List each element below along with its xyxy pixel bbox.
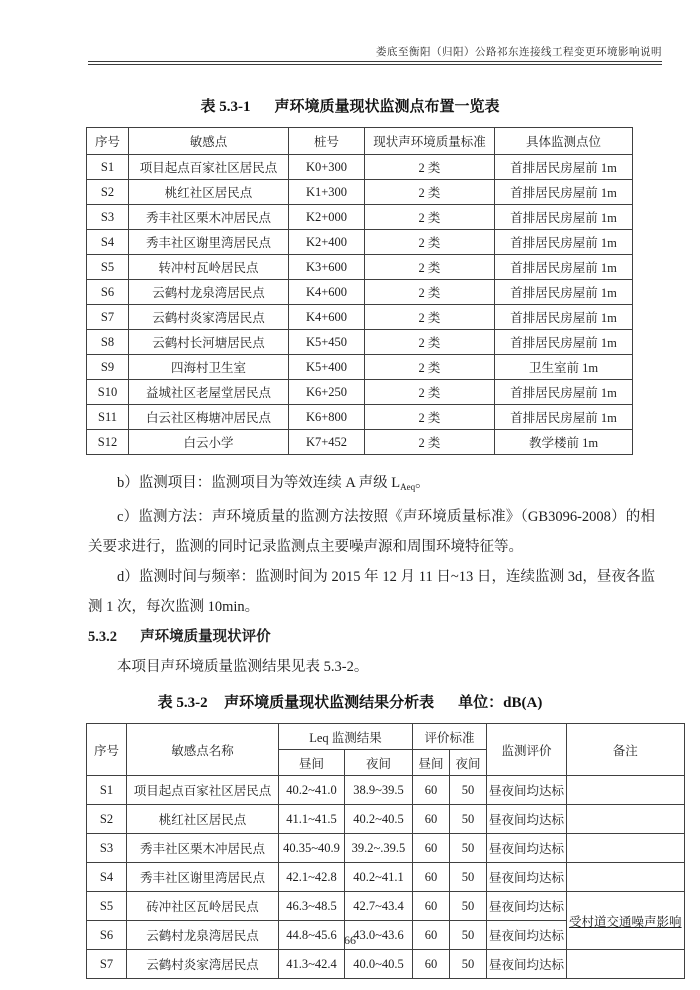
table2-row xyxy=(87,776,685,805)
table2-cell-name: 秀丰社区栗木冲居民点 xyxy=(127,834,279,863)
header-rule xyxy=(88,61,662,65)
table1-cell: 2 类 xyxy=(365,230,495,255)
table2-col-remark: 备注 xyxy=(567,724,685,776)
table1-cell: 益城社区老屋堂居民点 xyxy=(129,380,289,405)
section-heading-5-3-2 xyxy=(88,622,655,652)
table2-col-leq-group: Leq 监测结果 xyxy=(279,724,413,750)
table1-cell: 白云社区梅塘冲居民点 xyxy=(129,405,289,430)
table1-body xyxy=(87,155,633,455)
table1-cell: 首排居民房屋前 1m xyxy=(495,155,633,180)
table1-cell: K3+600 xyxy=(289,255,365,280)
table1-cell: K2+000 xyxy=(289,205,365,230)
table1-cell: K1+300 xyxy=(289,180,365,205)
table2-cell-leq-day: 41.1~41.5 xyxy=(279,805,345,834)
table2-title-text: 声环境质量现状监测结果分析表 xyxy=(224,695,435,711)
table1-cell: 首排居民房屋前 1m xyxy=(495,230,633,255)
table1-cell: 秀丰社区栗木冲居民点 xyxy=(129,205,289,230)
table1-cell: 云鹤村长河塘居民点 xyxy=(129,330,289,355)
table1-cell: S2 xyxy=(87,180,129,205)
table2-cell-eval: 昼夜间均达标 xyxy=(487,834,567,863)
table1-cell: 2 类 xyxy=(365,280,495,305)
table1-row xyxy=(87,230,633,255)
table1-cell: 2 类 xyxy=(365,355,495,380)
table2-cell-std-day: 60 xyxy=(413,805,450,834)
paragraph-b xyxy=(88,468,655,502)
table1-cell: S11 xyxy=(87,405,129,430)
table1-cell: 云鹤村炎家湾居民点 xyxy=(129,305,289,330)
table2-cell-eval: 昼夜间均达标 xyxy=(487,950,567,979)
section-title: 声环境质量现状评价 xyxy=(140,629,271,645)
table1-cell: K6+800 xyxy=(289,405,365,430)
table1-cell: 桃红社区居民点 xyxy=(129,180,289,205)
table1-row xyxy=(87,205,633,230)
table1-row xyxy=(87,180,633,205)
table2-cell-name: 项目起点百家社区居民点 xyxy=(127,776,279,805)
table1-row xyxy=(87,155,633,180)
table2-title-label: 表 5.3-2 xyxy=(157,695,208,711)
table2-cell-eval: 昼夜间均达标 xyxy=(487,921,567,950)
paragraph-d: d）监测时间与频率：监测时间为 2015 年 12 月 11 日~13 日，连续监测 3d，昼夜各监测 1 次，每次监测 10min。 xyxy=(88,569,655,615)
table2-cell-leq-day: 42.1~42.8 xyxy=(279,863,345,892)
table1-row xyxy=(87,255,633,280)
table1-cell: S12 xyxy=(87,430,129,455)
table2-cell-name: 云鹤村炎家湾居民点 xyxy=(127,950,279,979)
table1-cell: S6 xyxy=(87,280,129,305)
table2-cell-leq-night: 40.2~40.5 xyxy=(345,805,413,834)
table2-cell-leq-night: 38.9~39.5 xyxy=(345,776,413,805)
table2-col-seq: 序号 xyxy=(87,724,127,776)
table2-cell-eval: 昼夜间均达标 xyxy=(487,863,567,892)
table1-cell: K7+452 xyxy=(289,430,365,455)
paragraph-b-period: 。 xyxy=(415,475,430,491)
table1-cell: K5+450 xyxy=(289,330,365,355)
table2-cell-eval: 昼夜间均达标 xyxy=(487,805,567,834)
table1-cell: S8 xyxy=(87,330,129,355)
table1-title-label: 表 5.3-1 xyxy=(200,99,251,115)
table1-cell: S4 xyxy=(87,230,129,255)
table2-cell-std-night: 50 xyxy=(450,921,487,950)
table1-row xyxy=(87,430,633,455)
table2-cell-leq-night: 39.2~.39.5 xyxy=(345,834,413,863)
table1-row xyxy=(87,405,633,430)
table1-cell: 2 类 xyxy=(365,380,495,405)
table1-cell: 教学楼前 1m xyxy=(495,430,633,455)
table1-col-standard: 现状声环境质量标准 xyxy=(365,128,495,155)
table1-cell: 2 类 xyxy=(365,205,495,230)
table2-cell-name: 桃红社区居民点 xyxy=(127,805,279,834)
table1-cell: 2 类 xyxy=(365,430,495,455)
table2-cell-std-night: 50 xyxy=(450,892,487,921)
table1-cell: 2 类 xyxy=(365,405,495,430)
table1-cell: 2 类 xyxy=(365,155,495,180)
table2-cell-seq: S3 xyxy=(87,834,127,863)
table1-row xyxy=(87,305,633,330)
table1-cell: 2 类 xyxy=(365,305,495,330)
table1-cell: S5 xyxy=(87,255,129,280)
table1-col-seq: 序号 xyxy=(87,128,129,155)
table2-row xyxy=(87,892,685,921)
table1-cell: 首排居民房屋前 1m xyxy=(495,305,633,330)
table1-header-row xyxy=(87,128,633,155)
table1-cell: 云鹤村龙泉湾居民点 xyxy=(129,280,289,305)
table1-cell: 卫生室前 1m xyxy=(495,355,633,380)
table1-cell: K5+400 xyxy=(289,355,365,380)
table1-cell: K4+600 xyxy=(289,305,365,330)
table1-cell: K2+400 xyxy=(289,230,365,255)
table2-cell-std-night: 50 xyxy=(450,834,487,863)
table2-cell-leq-day: 40.2~41.0 xyxy=(279,776,345,805)
table2-col-std-day: 昼间 xyxy=(413,750,450,776)
table1-cell: 四海村卫生室 xyxy=(129,355,289,380)
table2-cell-std-night: 50 xyxy=(450,805,487,834)
table2-cell-leq-night: 42.7~43.4 xyxy=(345,892,413,921)
running-header: 娄底至衡阳（归阳）公路祁东连接线工程变更环境影响说明 xyxy=(376,47,662,58)
table1-cell: 首排居民房屋前 1m xyxy=(495,205,633,230)
table2-header-row1 xyxy=(87,724,685,750)
table2-cell-leq-night: 40.2~41.1 xyxy=(345,863,413,892)
table1-cell: K0+300 xyxy=(289,155,365,180)
table1-col-chainage: 桩号 xyxy=(289,128,365,155)
table2-cell-eval: 昼夜间均达标 xyxy=(487,776,567,805)
table1-row xyxy=(87,330,633,355)
table2-cell-std-night: 50 xyxy=(450,863,487,892)
table2-cell-seq: S6 xyxy=(87,921,127,950)
section-number: 5.3.2 xyxy=(88,629,117,645)
table2-cell-seq: S2 xyxy=(87,805,127,834)
table2-cell-leq-night: 43.0~43.6 xyxy=(345,921,413,950)
table1-cell: 转冲村瓦岭居民点 xyxy=(129,255,289,280)
table2-cell-seq: S5 xyxy=(87,892,127,921)
table2-cell-std-night: 50 xyxy=(450,950,487,979)
body-text xyxy=(88,468,655,682)
table2-col-leq-night: 夜间 xyxy=(345,750,413,776)
table2-cell-leq-day: 41.3~42.4 xyxy=(279,950,345,979)
table2-col-std-night: 夜间 xyxy=(450,750,487,776)
table1-cell: S3 xyxy=(87,205,129,230)
table1-cell: 秀丰社区谢里湾居民点 xyxy=(129,230,289,255)
table2-cell-std-day: 60 xyxy=(413,921,450,950)
table2-body xyxy=(87,776,685,979)
table1-cell: 首排居民房屋前 1m xyxy=(495,280,633,305)
table2-cell-seq: S4 xyxy=(87,863,127,892)
table1-cell: 首排居民房屋前 1m xyxy=(495,330,633,355)
table1-cell: 首排居民房屋前 1m xyxy=(495,255,633,280)
table1-cell: 首排居民房屋前 1m xyxy=(495,180,633,205)
table2-cell-leq-day: 44.8~45.6 xyxy=(279,921,345,950)
table1-col-location: 具体监测点位 xyxy=(495,128,633,155)
table2-cell-std-day: 60 xyxy=(413,950,450,979)
table2-cell-seq: S7 xyxy=(87,950,127,979)
table2-row xyxy=(87,863,685,892)
table2-cell-seq: S1 xyxy=(87,776,127,805)
table1-row xyxy=(87,280,633,305)
table1-cell: S7 xyxy=(87,305,129,330)
table1-cell: 项目起点百家社区居民点 xyxy=(129,155,289,180)
table2-cell-name: 云鹤村龙泉湾居民点 xyxy=(127,921,279,950)
table1-cell: S10 xyxy=(87,380,129,405)
paragraph-b-subscript: Aeq xyxy=(400,482,416,492)
table1-cell: 白云小学 xyxy=(129,430,289,455)
table1-cell: 2 类 xyxy=(365,255,495,280)
table1-cell: 首排居民房屋前 1m xyxy=(495,380,633,405)
monitoring-points-table xyxy=(86,127,633,455)
table2-cell-std-day: 60 xyxy=(413,776,450,805)
table2-cell-std-day: 60 xyxy=(413,834,450,863)
table2-col-standard-group: 评价标准 xyxy=(413,724,487,750)
table1-cell: S1 xyxy=(87,155,129,180)
table2-cell-remark-merged: 受村道交通噪声影响 xyxy=(567,892,685,950)
table2-col-eval: 监测评价 xyxy=(487,724,567,776)
table2-cell-std-night: 50 xyxy=(450,776,487,805)
table1-cell: 2 类 xyxy=(365,180,495,205)
page-number: 66 xyxy=(344,933,356,947)
table1-title-text: 声环境质量现状监测点布置一览表 xyxy=(274,99,500,115)
table2-cell-remark xyxy=(567,834,685,863)
paragraph-intro-table2: 本项目声环境质量监测结果见表 5.3-2。 xyxy=(117,659,369,675)
table2-col-name: 敏感点名称 xyxy=(127,724,279,776)
table2-cell-std-day: 60 xyxy=(413,892,450,921)
table1-row xyxy=(87,355,633,380)
table1-cell: 2 类 xyxy=(365,330,495,355)
table2-cell-name: 砖冲社区瓦岭居民点 xyxy=(127,892,279,921)
table2-title xyxy=(0,691,700,712)
table2-row xyxy=(87,805,685,834)
table1-title xyxy=(0,95,700,116)
paragraph-c: c）监测方法：声环境质量的监测方法按照《声环境质量标准》（GB3096-2008）的相关要求进行，监测的同时记录监测点主要噪声源和周围环境特征等。 xyxy=(88,509,655,555)
table2-cell-remark xyxy=(567,776,685,805)
table2-col-leq-day: 昼间 xyxy=(279,750,345,776)
table2-cell-name: 秀丰社区谢里湾居民点 xyxy=(127,863,279,892)
table1-col-sensitive-point: 敏感点 xyxy=(129,128,289,155)
table1-cell: K6+250 xyxy=(289,380,365,405)
table2-cell-leq-day: 40.35~40.9 xyxy=(279,834,345,863)
table2-cell-leq-day: 46.3~48.5 xyxy=(279,892,345,921)
table1-cell: K4+600 xyxy=(289,280,365,305)
table1-row xyxy=(87,380,633,405)
table2-cell-remark xyxy=(567,863,685,892)
table2-cell-remark xyxy=(567,805,685,834)
table1-cell: 首排居民房屋前 1m xyxy=(495,405,633,430)
table2-cell-eval: 昼夜间均达标 xyxy=(487,892,567,921)
table1-cell: S9 xyxy=(87,355,129,380)
table2-row xyxy=(87,834,685,863)
table2-cell-leq-night: 40.0~40.5 xyxy=(345,950,413,979)
table2-row xyxy=(87,950,685,979)
table2-cell-remark xyxy=(567,950,685,979)
table2-cell-std-day: 60 xyxy=(413,863,450,892)
paragraph-b-text: b）监测项目：监测项目为等效连续 A 声级 L xyxy=(117,475,401,491)
table2-unit-label: 单位：dB(A) xyxy=(458,695,543,711)
